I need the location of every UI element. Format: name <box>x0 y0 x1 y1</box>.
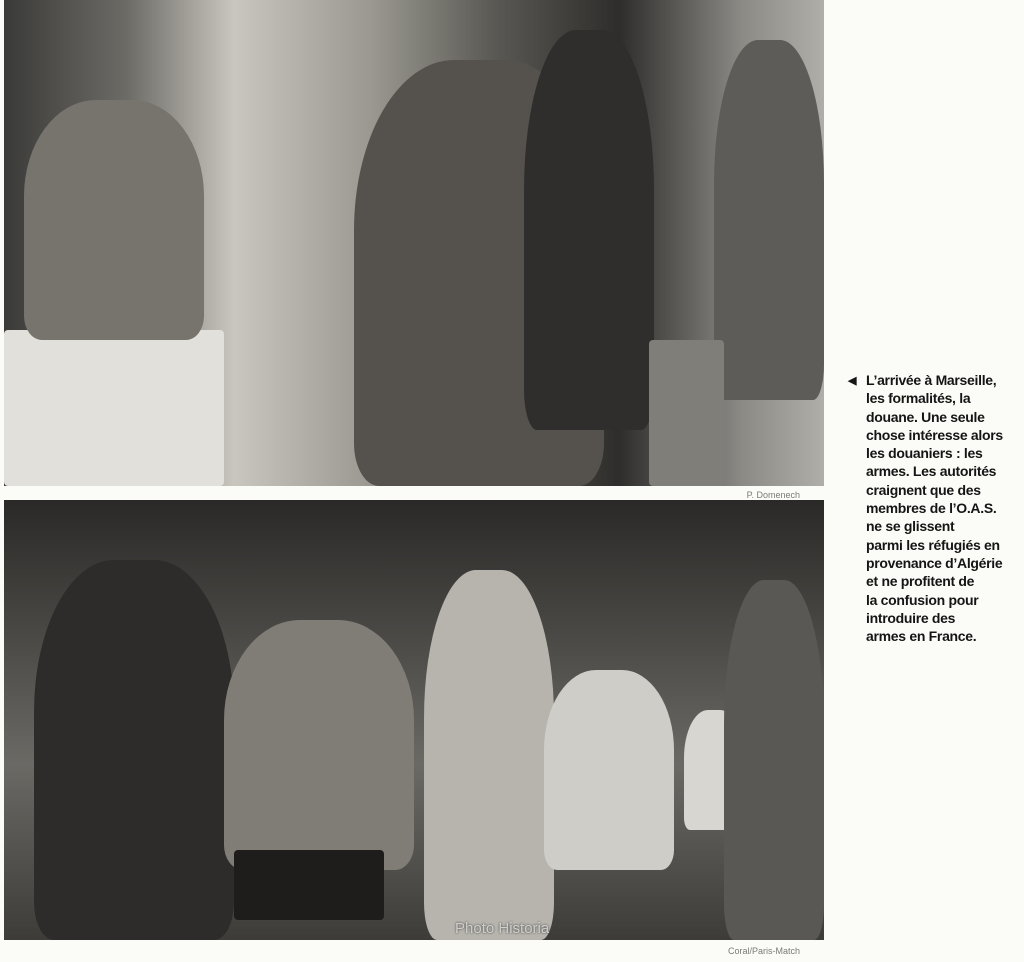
photo-credit: P. Domenech <box>746 490 800 500</box>
left-arrow-icon: ◀ <box>848 375 857 387</box>
caption-line: armes. Les autorités <box>866 463 997 480</box>
caption-line: la confusion pour <box>866 591 979 608</box>
caption-line: armes en France. <box>866 628 977 645</box>
caption-line: L’arrivée à Marseille, <box>866 372 997 388</box>
photo-customs-desk <box>4 0 824 486</box>
photo-luggage-inspection <box>4 500 824 940</box>
caption-line: les douaniers : les <box>866 445 983 462</box>
caption-line: provenance d’Algérie <box>866 554 1003 571</box>
caption-line: les formalités, la <box>866 390 971 407</box>
watermark: Photo Historia <box>455 920 550 937</box>
photo-caption <box>848 371 1018 645</box>
caption-line: douane. Une seule <box>866 408 985 425</box>
photo-credit: Coral/Paris-Match <box>727 946 800 956</box>
caption-line: introduire des <box>866 609 956 626</box>
caption-line: parmi les réfugiés en <box>866 536 1000 553</box>
caption-line: craignent que des <box>866 481 981 498</box>
caption-line: chose intéresse alors <box>866 426 1003 443</box>
caption-line: ne se glissent <box>866 518 955 535</box>
caption-line: membres de l’O.A.S. <box>866 500 997 517</box>
caption-line: et ne profitent de <box>866 573 975 590</box>
